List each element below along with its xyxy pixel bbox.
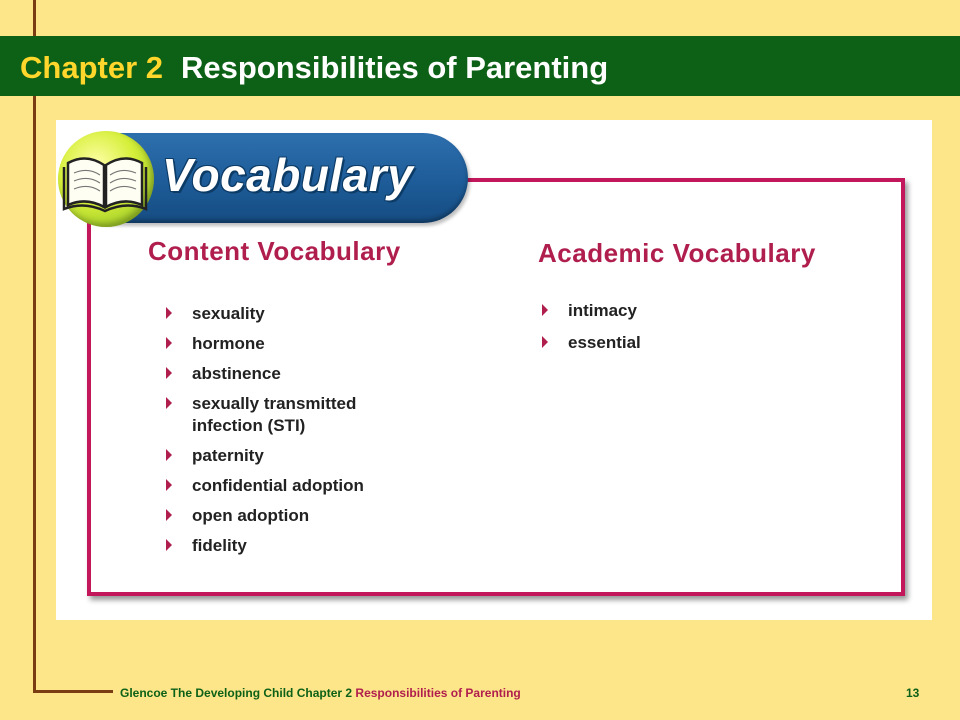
list-item: sexually transmitted infection (STI) (164, 393, 422, 437)
chapter-number: Chapter 2 (20, 50, 163, 85)
list-item: open adoption (164, 505, 464, 527)
left-border-line (33, 0, 36, 693)
list-item: abstinence (164, 363, 464, 385)
bullet-arrow-icon (166, 509, 172, 521)
bullet-arrow-icon (542, 304, 548, 316)
footer-citation (120, 686, 521, 700)
content-vocabulary-heading: Content Vocabulary (148, 236, 401, 266)
list-item: hormone (164, 333, 464, 355)
bullet-arrow-icon (542, 336, 548, 348)
bottom-border-line (33, 690, 113, 693)
academic-vocabulary-list (540, 300, 840, 364)
open-book-icon (60, 145, 150, 215)
list-item: confidential adoption (164, 475, 464, 497)
list-item: fidelity (164, 535, 464, 557)
page-number: 13 (906, 686, 920, 700)
list-item: essential (540, 332, 840, 354)
list-item: paternity (164, 445, 464, 467)
vocabulary-title: Vocabulary (162, 149, 414, 201)
content-vocabulary-list (164, 303, 464, 565)
bullet-arrow-icon (166, 367, 172, 379)
bullet-arrow-icon (166, 449, 172, 461)
bullet-arrow-icon (166, 539, 172, 551)
bullet-arrow-icon (166, 307, 172, 319)
list-item: sexuality (164, 303, 464, 325)
footer-chapter-title: Responsibilities of Parenting (355, 686, 521, 700)
academic-vocabulary-heading: Academic Vocabulary (538, 238, 816, 268)
footer-chapter: Chapter 2 (296, 686, 353, 700)
bullet-arrow-icon (166, 479, 172, 491)
page-title (20, 50, 608, 86)
chapter-title: Responsibilities of Parenting (180, 50, 609, 85)
bullet-arrow-icon (166, 337, 172, 349)
footer-book-title: Glencoe The Developing Child (120, 686, 294, 700)
list-item: intimacy (540, 300, 840, 322)
bullet-arrow-icon (166, 397, 172, 409)
